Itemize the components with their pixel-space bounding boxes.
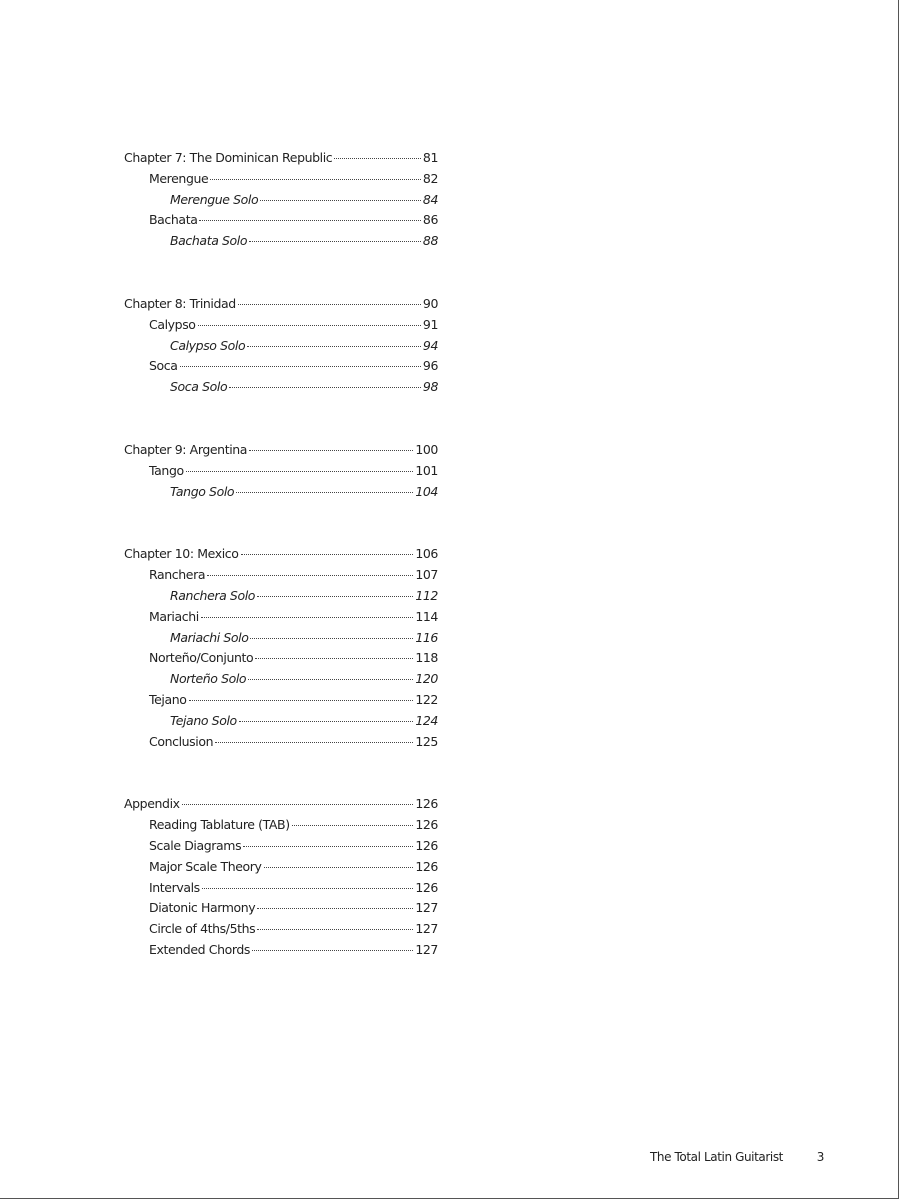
toc-solo-entry: [124, 713, 438, 734]
toc-leader-dots: [334, 158, 421, 159]
toc-entry-page: 124: [415, 712, 438, 728]
toc-entry-label: Intervals: [149, 879, 200, 895]
toc-entry-label: Bachata Solo: [170, 233, 248, 249]
toc-section: [124, 296, 438, 400]
toc-entry-label: Major Scale Theory: [149, 858, 262, 874]
toc-leader-dots: [292, 825, 414, 826]
toc-entry-page: 126: [415, 858, 438, 874]
toc-entry-label: Tango Solo: [170, 483, 235, 499]
toc-leader-dots: [249, 241, 421, 242]
toc-entry-label: Soca: [149, 358, 178, 374]
toc-entry-page: 126: [415, 817, 438, 833]
toc-entry-page: 116: [415, 629, 438, 645]
toc-entry-label: Merengue: [149, 170, 209, 186]
toc-solo-entry: [124, 379, 438, 400]
toc-entry-page: 126: [415, 879, 438, 895]
toc-entry-label: Mariachi Solo: [170, 629, 249, 645]
toc-leader-dots: [182, 804, 414, 805]
toc-entry-label: Chapter 8: Trinidad: [124, 295, 236, 311]
toc-leader-dots: [243, 846, 413, 847]
toc-topic-entry: [124, 463, 438, 484]
toc-topic-entry: [124, 317, 438, 338]
toc-entry-label: Soca Solo: [170, 379, 228, 395]
toc-entry-label: Diatonic Harmony: [149, 900, 256, 916]
toc-topic-entry: [124, 880, 438, 901]
toc-entry-page: 125: [415, 733, 438, 749]
toc-entry-page: 81: [422, 150, 438, 165]
toc-topic-entry: [124, 358, 438, 379]
toc-section: [124, 546, 438, 754]
toc-chapter-entry: [124, 442, 438, 463]
toc-chapter-entry: [124, 296, 438, 317]
toc-entry-page: 126: [415, 837, 438, 853]
toc-entry-label: Norteño Solo: [170, 671, 247, 687]
toc-solo-entry: [124, 192, 438, 213]
toc-solo-entry: [124, 630, 438, 651]
toc-entry-page: 96: [422, 358, 438, 374]
toc-leader-dots: [229, 387, 421, 388]
toc-section: [124, 150, 438, 254]
toc-entry-label: Reading Tablature (TAB): [149, 817, 290, 833]
toc-solo-entry: [124, 588, 438, 609]
toc-topic-entry: [124, 567, 438, 588]
toc-entry-page: 112: [415, 587, 438, 603]
toc-section: [124, 442, 438, 504]
toc-entry-page: 88: [422, 233, 438, 249]
toc-entry-label: Merengue Solo: [170, 191, 259, 207]
toc-leader-dots: [215, 742, 413, 743]
toc-leader-dots: [201, 617, 414, 618]
toc-entry-page: 104: [415, 483, 438, 499]
toc-entry-label: Chapter 7: The Dominican Republic: [124, 150, 333, 165]
toc-entry-page: 101: [415, 462, 438, 478]
toc-leader-dots: [248, 679, 413, 680]
toc-leader-dots: [199, 220, 420, 221]
toc-leader-dots: [257, 908, 413, 909]
toc-entry-page: 86: [422, 212, 438, 228]
toc-entry-label: Bachata: [149, 212, 198, 228]
toc-entry-page: 126: [415, 796, 438, 812]
toc-solo-entry: [124, 671, 438, 692]
toc-topic-entry: [124, 171, 438, 192]
toc-leader-dots: [210, 179, 421, 180]
toc-entry-page: 94: [422, 337, 438, 353]
toc-topic-entry: [124, 859, 438, 880]
footer-page-number: 3: [816, 1150, 824, 1164]
toc-entry-label: Conclusion: [149, 733, 214, 749]
toc-entry-page: 118: [415, 650, 438, 666]
table-of-contents: [124, 150, 438, 963]
toc-entry-label: Tejano Solo: [170, 712, 237, 728]
toc-leader-dots: [255, 658, 413, 659]
toc-topic-entry: [124, 921, 438, 942]
toc-leader-dots: [247, 346, 421, 347]
toc-topic-entry: [124, 817, 438, 838]
toc-leader-dots: [186, 471, 414, 472]
toc-topic-entry: [124, 734, 438, 755]
toc-topic-entry: [124, 650, 438, 671]
toc-entry-page: 120: [415, 671, 438, 687]
toc-entry-page: 84: [422, 191, 438, 207]
toc-entry-page: 82: [422, 170, 438, 186]
toc-leader-dots: [189, 700, 414, 701]
toc-entry-label: Chapter 9: Argentina: [124, 441, 248, 457]
toc-entry-label: Extended Chords: [149, 941, 251, 957]
toc-entry-page: 100: [415, 441, 438, 457]
toc-chapter-entry: [124, 546, 438, 567]
toc-leader-dots: [264, 867, 414, 868]
toc-topic-entry: [124, 692, 438, 713]
toc-entry-page: 114: [415, 608, 438, 624]
toc-leader-dots: [252, 950, 413, 951]
toc-chapter-entry: [124, 796, 438, 817]
toc-entry-page: 122: [415, 691, 438, 707]
toc-entry-page: 127: [415, 921, 438, 937]
toc-entry-label: Tejano: [149, 691, 187, 707]
toc-leader-dots: [198, 325, 421, 326]
toc-entry-label: Chapter 10: Mexico: [124, 546, 239, 562]
toc-entry-label: Circle of 4ths/5ths: [149, 921, 256, 937]
toc-entry-label: Norteño/Conjunto: [149, 650, 254, 666]
toc-leader-dots: [239, 721, 414, 722]
toc-topic-entry: [124, 942, 438, 963]
toc-leader-dots: [236, 492, 413, 493]
toc-section: [124, 796, 438, 962]
toc-entry-page: 127: [415, 941, 438, 957]
page-footer: [650, 1150, 830, 1166]
toc-entry-page: 98: [422, 379, 438, 395]
toc-entry-page: 127: [415, 900, 438, 916]
toc-solo-entry: [124, 484, 438, 505]
toc-leader-dots: [238, 304, 421, 305]
toc-entry-page: 91: [422, 316, 438, 332]
toc-entry-label: Ranchera Solo: [170, 587, 256, 603]
toc-entry-label: Calypso: [149, 316, 196, 332]
toc-topic-entry: [124, 212, 438, 233]
footer-book-title: The Total Latin Guitarist: [650, 1150, 783, 1164]
toc-leader-dots: [241, 554, 414, 555]
toc-leader-dots: [257, 929, 413, 930]
toc-topic-entry: [124, 900, 438, 921]
toc-entry-label: Calypso Solo: [170, 337, 246, 353]
toc-topic-entry: [124, 838, 438, 859]
toc-leader-dots: [250, 638, 413, 639]
toc-leader-dots: [249, 450, 413, 451]
toc-leader-dots: [202, 888, 414, 889]
toc-entry-label: Tango: [149, 462, 184, 478]
toc-leader-dots: [207, 575, 413, 576]
toc-entry-page: 90: [422, 295, 438, 311]
toc-leader-dots: [180, 366, 421, 367]
toc-chapter-entry: [124, 150, 438, 171]
toc-leader-dots: [257, 596, 413, 597]
toc-entry-label: Scale Diagrams: [149, 837, 242, 853]
toc-solo-entry: [124, 338, 438, 359]
toc-entry-label: Ranchera: [149, 567, 206, 583]
toc-entry-page: 107: [415, 567, 438, 583]
toc-leader-dots: [260, 200, 421, 201]
toc-entry-label: Appendix: [124, 796, 180, 812]
toc-entry-label: Mariachi: [149, 608, 199, 624]
toc-topic-entry: [124, 609, 438, 630]
toc-solo-entry: [124, 233, 438, 254]
toc-entry-page: 106: [415, 546, 438, 562]
